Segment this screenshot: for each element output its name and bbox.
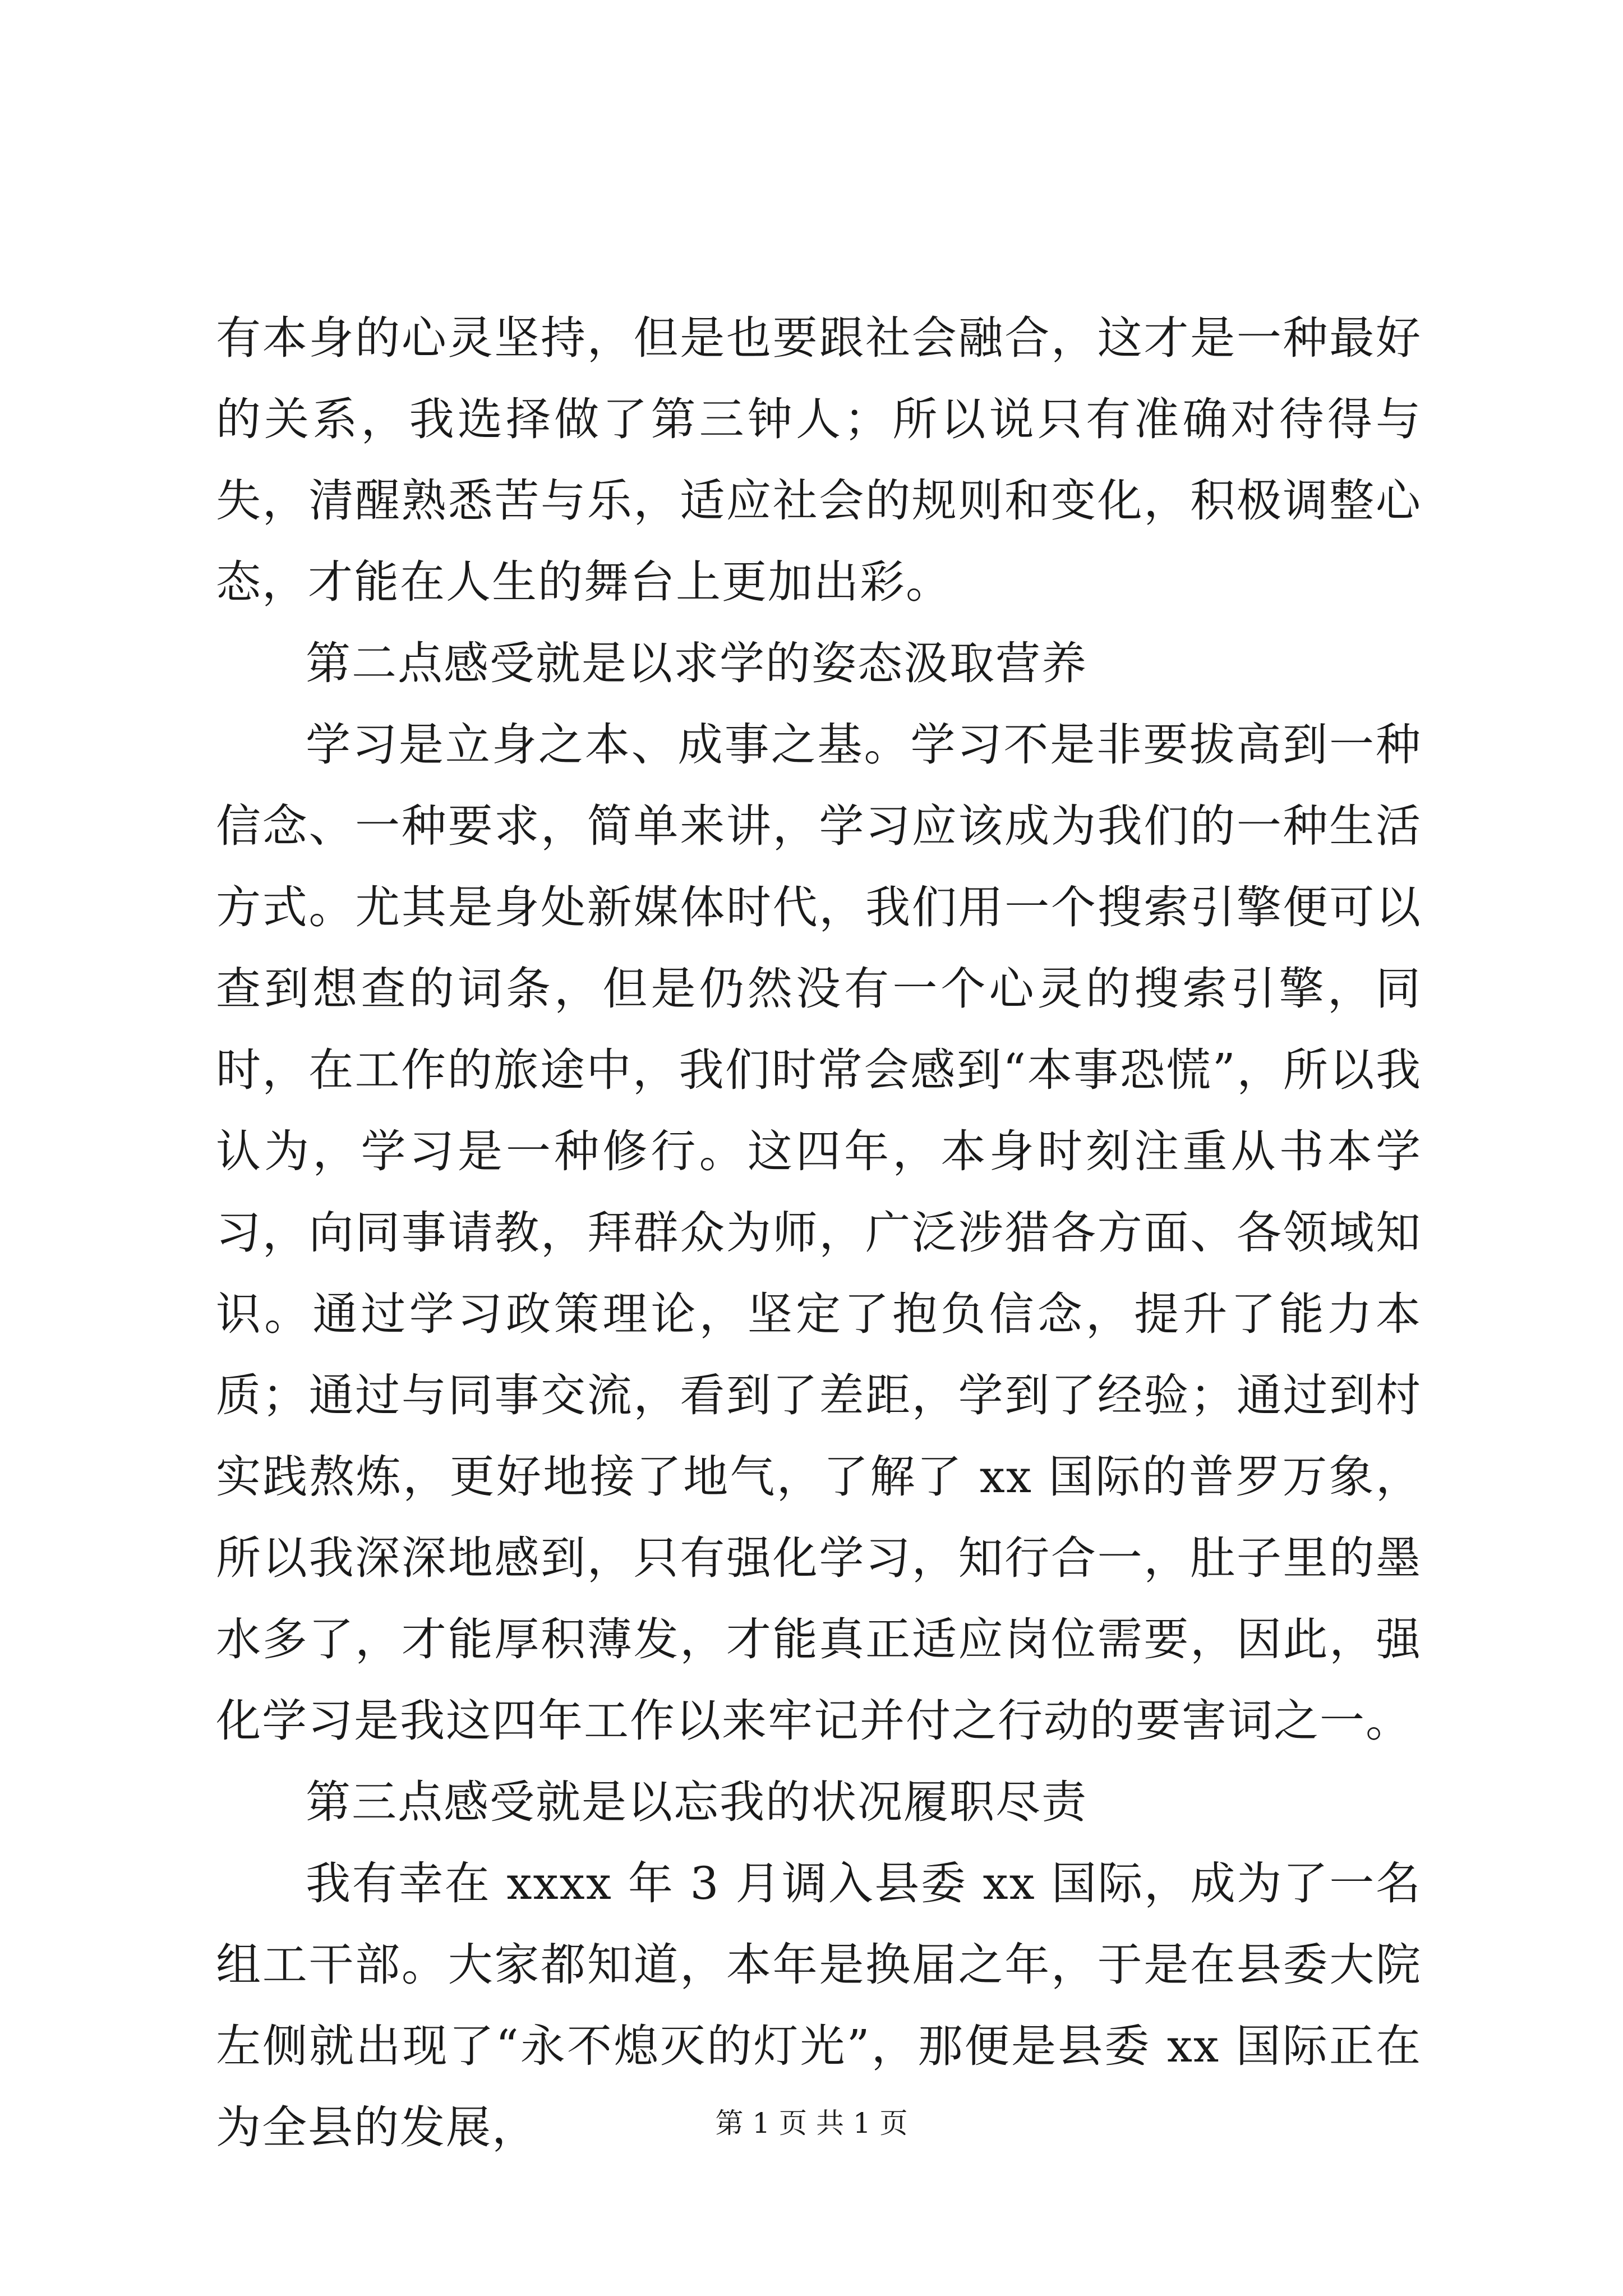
page-footer: 第 1 页 共 1 页 <box>715 2107 908 2139</box>
paragraph-3: 学习是立身之本、成事之基。学习不是非要拔高到一种信念、一种要求，简单来讲，学习应该成为我们的一种生活方式。尤其是身处新媒体时代，我们用一个搜索引擎便可以查到想查的词条，但是仍然没有一个心灵的搜索引擎，同时，在工作的旅途中，我们时常会感到“本事恐慌”，所以我认为，学习是一种修行。这四年，本身时刻注重从书本学习，向同事请教，拜群众为师，广泛涉猎各方面、各领域知识。通过学习政策理论，坚定了抱负信念，提升了能力本质；通过与同事交流，看到了差距，学到了经验；通过到村实践熬炼，更好地接了地气，了解了 xx 国际的普罗万象，所以我深深地感到，只有强化学习，知行合一，肚子里的墨水多了，才能厚积薄发，才能真正适应岗位需要，因此，强化学习是我这四年工作以来牢记并付之行动的要害词之一。 <box>216 719 1422 1747</box>
document-body <box>216 297 1422 2168</box>
paragraph-2-heading: 第二点感受就是以求学的姿态汲取营养 <box>306 637 1087 689</box>
paragraph-4-heading: 第三点感受就是以忘我的状况履职尽责 <box>306 1776 1087 1828</box>
paragraph-5: 我有幸在 xxxx 年 3 月调入县委 xx 国际，成为了一名组工干部。大家都知道，本年是换届之年，于是在县委大院左侧就出现了“永不熄灭的灯光”，那便是县委 xx 国际正在为全县的发展， <box>216 1857 1422 2154</box>
paragraph-1: 有本身的心灵坚持，但是也要跟社会融合，这才是一种最好的关系，我选择做了第三钟人；所以说只有准确对待得与失，清醒熟悉苦与乐，适应社会的规则和变化，积极调整心态，才能在人生的舞台上更加出彩。 <box>216 312 1422 608</box>
